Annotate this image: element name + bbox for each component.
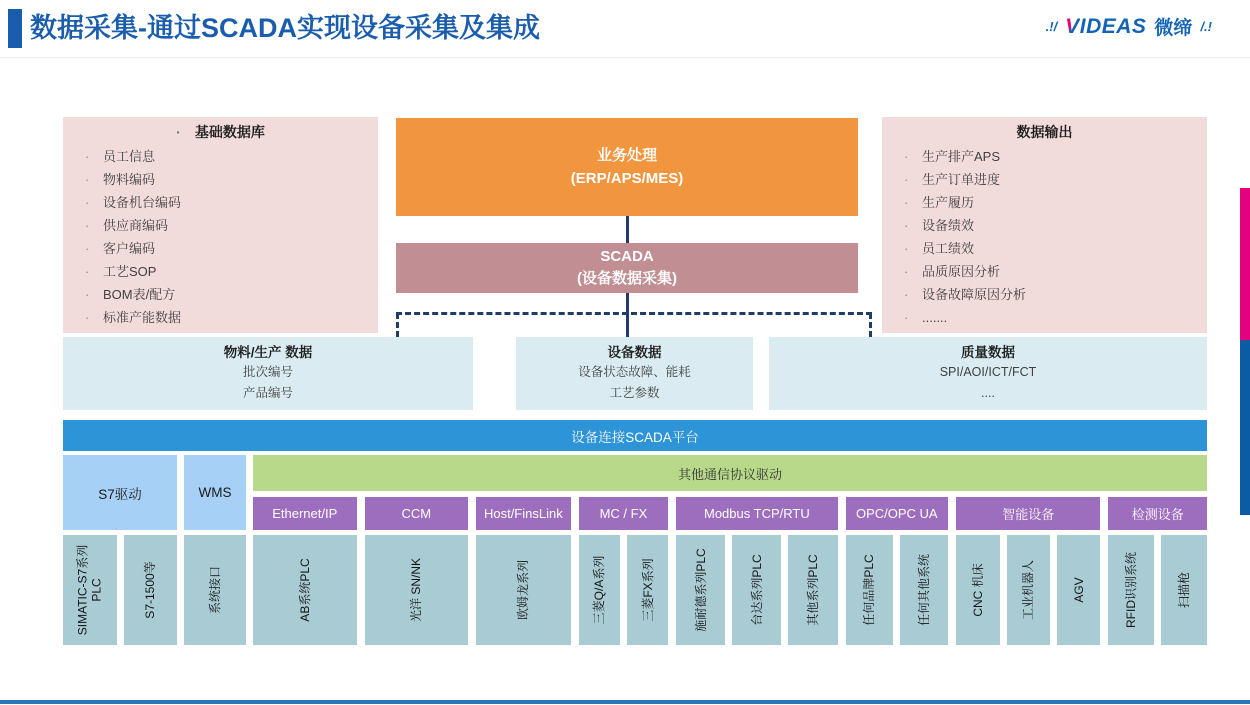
device-row [846, 535, 949, 645]
wms-box: WMS [184, 455, 246, 530]
device-other-plc: 其他系列PLC [788, 535, 837, 645]
other-protocols-column [253, 455, 1207, 645]
blue-side-bar [1240, 340, 1250, 515]
list-item: · 供应商编码 [85, 214, 378, 237]
device-row [253, 535, 357, 645]
brand-logo [1046, 13, 1212, 40]
logo-v-letter: V [1065, 14, 1080, 38]
scada-box [396, 243, 858, 293]
data-box-line: 设备状态故障、能耗 [578, 365, 691, 379]
data-box-line: .... [981, 386, 995, 400]
other-protocols-bar: 其他通信协议驱动 [253, 455, 1207, 491]
connection-section [63, 455, 1207, 645]
logo-left-slashes-icon: .!/ [1045, 19, 1058, 34]
dashed-bracket-left [396, 313, 399, 337]
protocol-ethernet-ip: Ethernet/IP [253, 497, 357, 530]
protocol-detection-devices: 检测设备 [1108, 497, 1207, 530]
device-system-interface: 系统接口 [184, 535, 246, 645]
data-box-line: 批次编号 [242, 365, 293, 379]
data-box-line: 产品编号 [242, 386, 293, 400]
scada-line1: SCADA [600, 248, 654, 266]
device-schneider-plc: 施耐德系列PLC [676, 535, 725, 645]
dashed-bracket-top [396, 312, 872, 315]
base-database-title: · 基础数据库 [63, 123, 378, 141]
scada-line2: (设备数据采集) [577, 270, 677, 287]
device-row [476, 535, 571, 645]
device-barcode-scanner: 扫描枪 [1161, 535, 1207, 645]
logo-brand-text [1065, 15, 1146, 39]
scada-platform-bar: 设备连接SCADA平台 [63, 420, 1207, 451]
list-item: · 生产排产APS [904, 145, 1207, 168]
device-row [1108, 535, 1207, 645]
device-agv: AGV [1057, 535, 1100, 645]
business-processing-box [396, 118, 858, 216]
device-simatic-s7-plc: SIMATIC-S7系列PLC [63, 535, 117, 645]
magenta-side-bar [1240, 188, 1250, 340]
logo-brand-rest: IDEAS [1079, 14, 1147, 38]
protocol-group-smart-devices [956, 497, 1100, 645]
s7-devices-row [63, 535, 177, 645]
device-any-brand-plc: 任何品牌PLC [846, 535, 894, 645]
device-any-other-system: 任何其他系统 [900, 535, 948, 645]
device-rfid-system: RFID识别系统 [1108, 535, 1154, 645]
data-output-list [882, 145, 1207, 329]
business-processing-line2: (ERP/APS/MES) [570, 170, 684, 187]
device-koyo-sn-nk: 光洋 SN/NK [365, 535, 469, 645]
device-row [676, 535, 837, 645]
protocol-group-mc-fx [579, 497, 669, 645]
slide-header [0, 0, 1250, 58]
list-item: · 员工信息 [85, 145, 378, 168]
equipment-data-box [516, 337, 753, 410]
bottom-rule [0, 700, 1250, 704]
protocol-group-modbus [676, 497, 837, 645]
list-item: · 设备故障原因分析 [904, 283, 1207, 306]
device-s7-1500: S7-1500等 [124, 535, 178, 645]
logo-chinese-text: 微缔 [1154, 18, 1193, 39]
bullet-icon [176, 124, 195, 140]
list-item: · 品质原因分析 [904, 260, 1207, 283]
business-processing-line1: 业务处理 [596, 146, 657, 164]
page-title: 数据采集-通过SCADA实现设备采集及集成 [30, 13, 540, 43]
device-mitsubishi-fx: 三菱FX系列 [627, 535, 668, 645]
list-item: · 生产订单进度 [904, 168, 1207, 191]
data-box-title: 设备数据 [607, 345, 662, 360]
protocol-host-finslink: Host/FinsLink [476, 497, 571, 530]
device-mitsubishi-qa: 三菱Q/A系列 [579, 535, 620, 645]
wms-devices-row [184, 535, 246, 645]
connector-erp-scada [626, 216, 629, 243]
list-item: · 标准产能数据 [85, 306, 378, 329]
protocol-smart-devices: 智能设备 [956, 497, 1100, 530]
base-database-list [63, 145, 378, 329]
device-ab-plc: AB系统PLC [253, 535, 357, 645]
list-item: · 客户编码 [85, 237, 378, 260]
device-omron-series: 欧姆龙系列 [476, 535, 571, 645]
device-cnc-machine: CNC 机床 [956, 535, 999, 645]
protocol-groups-row [253, 497, 1207, 645]
device-row [579, 535, 669, 645]
title-accent-bar [8, 9, 22, 48]
protocol-group-ethernet-ip [253, 497, 357, 645]
protocol-opc-ua: OPC/OPC UA [846, 497, 949, 530]
protocol-group-ccm [365, 497, 469, 645]
protocol-group-detection-devices [1108, 497, 1207, 645]
data-output-title: 数据输出 [1016, 124, 1073, 140]
protocol-modbus-tcp-rtu: Modbus TCP/RTU [676, 497, 837, 530]
list-item: · 设备机台编码 [85, 191, 378, 214]
device-row [365, 535, 469, 645]
protocol-mc-fx: MC / FX [579, 497, 669, 530]
wms-column [184, 455, 246, 645]
protocol-ccm: CCM [365, 497, 469, 530]
device-industrial-robot: 工业机器人 [1007, 535, 1050, 645]
dashed-bracket-right [869, 313, 872, 337]
list-item: · 员工绩效 [904, 237, 1207, 260]
protocol-group-host-finslink [476, 497, 571, 645]
data-box-title: 质量数据 [961, 345, 1015, 360]
connector-scada-data [626, 293, 629, 337]
s7-driver-column [63, 455, 177, 645]
list-item: · ....... [904, 306, 1207, 329]
list-item: · 生产履历 [904, 191, 1207, 214]
list-item: · BOM表/配方 [85, 283, 378, 306]
quality-data-box [769, 337, 1207, 410]
device-delta-plc: 台达系列PLC [732, 535, 781, 645]
device-row [956, 535, 1100, 645]
logo-right-slashes-icon: /.! [1200, 19, 1212, 34]
list-item: · 物料编码 [85, 168, 378, 191]
list-item: · 工艺SOP [85, 260, 378, 283]
data-output-panel [882, 117, 1207, 333]
data-box-line: 工艺参数 [609, 386, 660, 400]
material-production-data-box [63, 337, 473, 410]
s7-driver-box: S7驱动 [63, 455, 177, 530]
protocol-group-opc [846, 497, 949, 645]
list-item: · 设备绩效 [904, 214, 1207, 237]
base-database-panel [63, 117, 378, 333]
data-box-title: 物料/生产 数据 [223, 345, 313, 360]
data-box-line: SPI/AOI/ICT/FCT [939, 365, 1037, 379]
